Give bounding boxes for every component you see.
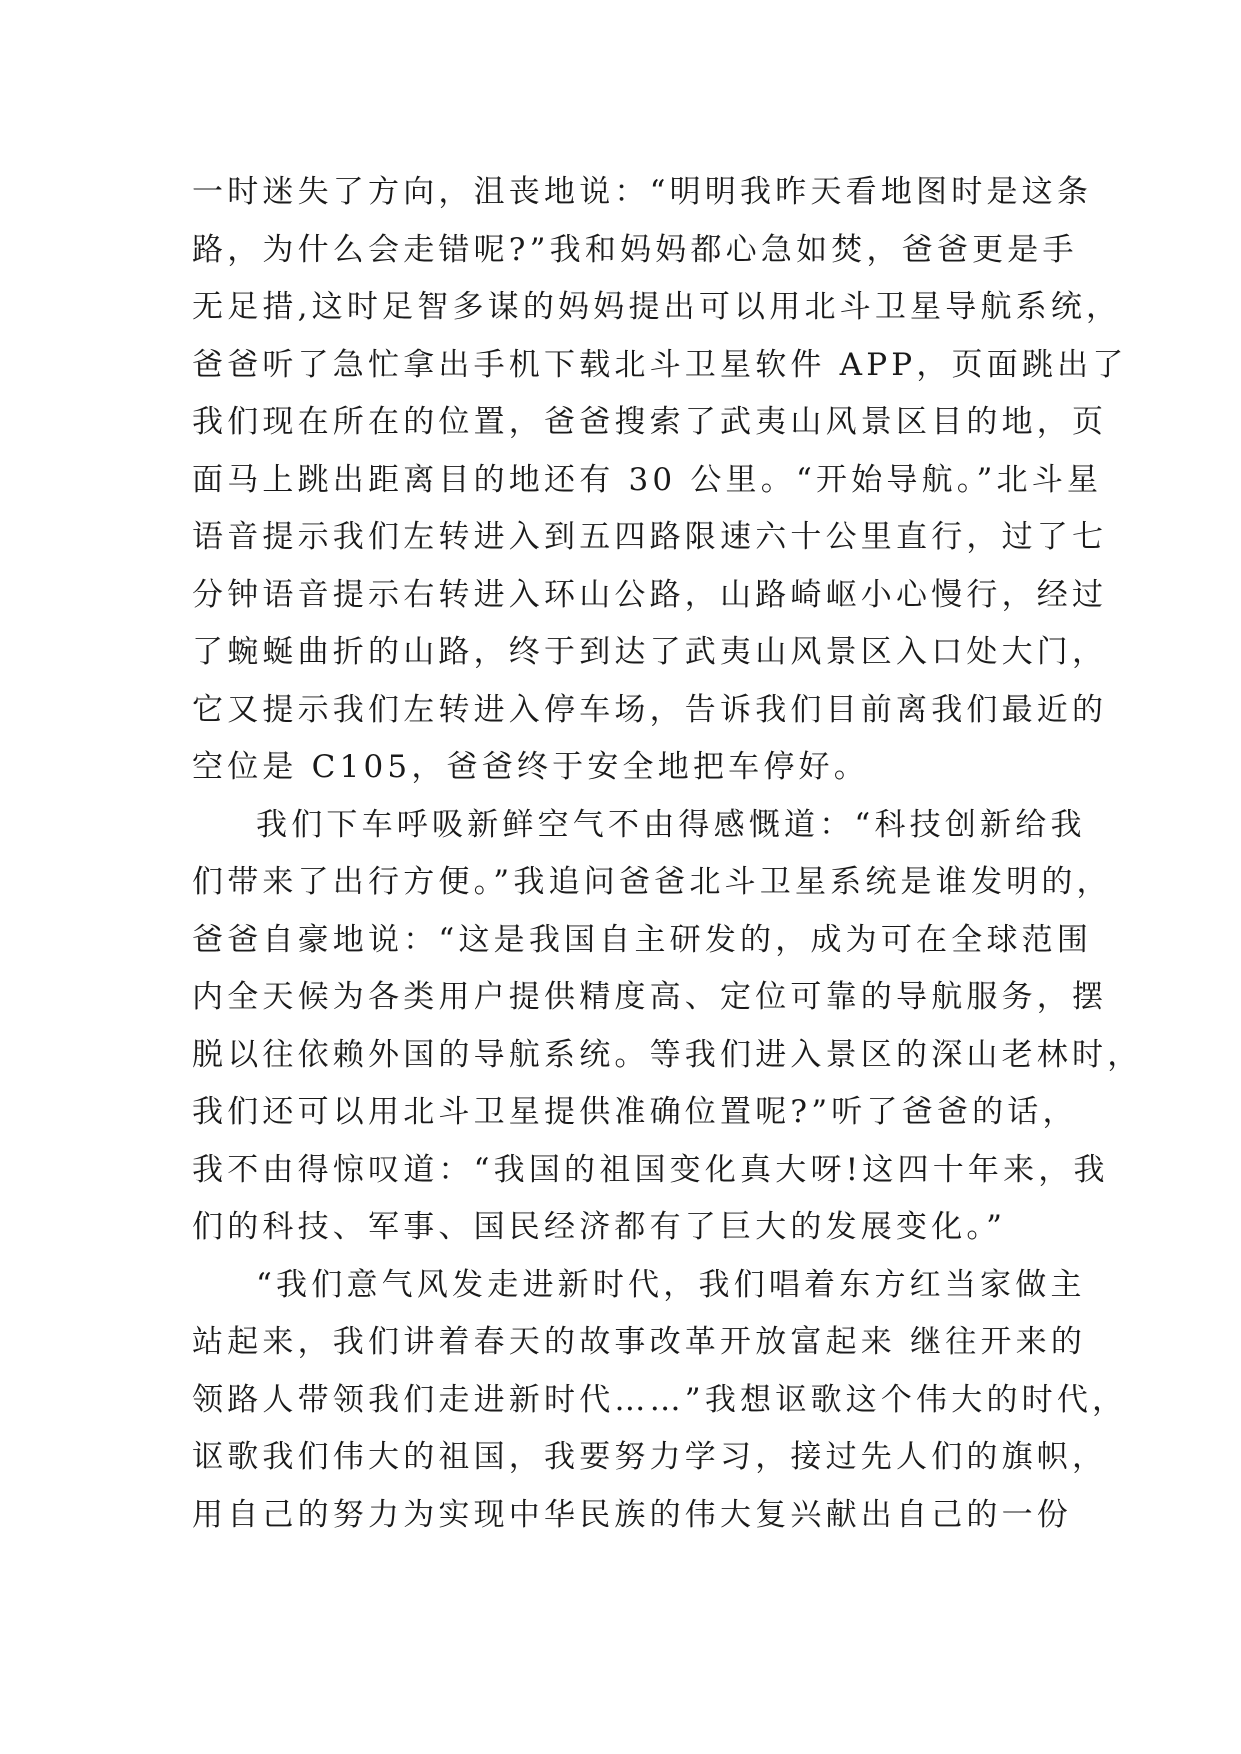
text-line: 语音提示我们左转进入到五四路限速六十公里直行，过了七 xyxy=(192,519,1108,555)
essay-body xyxy=(192,164,1143,1544)
text-line: 一时迷失了方向，沮丧地说：“明明我昨天看地图时是这条 xyxy=(192,174,1093,210)
text-line: 分钟语音提示右转进入环山公路，山路崎岖小心慢行，经过 xyxy=(192,576,1108,613)
text-line: 我们现在所在的位置，爸爸搜索了武夷山风景区目的地，页 xyxy=(192,404,1108,440)
text-line: 爸爸自豪地说：“这是我国自主研发的，成为可在全球范围 xyxy=(192,921,1093,958)
text-line: 它又提示我们左转进入停车场，告诉我们目前离我们最近的 xyxy=(192,691,1108,728)
text-line: 脱以往依赖外国的导航系统。等我们进入景区的深山老林时， xyxy=(192,1036,1143,1073)
text-line: 讴歌我们伟大的祖国，我要努力学习，接过先人们的旗帜， xyxy=(192,1439,1108,1475)
text-line: 面马上跳出距离目的地还有 30 公里。“开始导航。”北斗星 xyxy=(192,461,1103,498)
text-line: 我们还可以用北斗卫星提供准确位置呢?”听了爸爸的话， xyxy=(192,1094,1078,1130)
text-line: 爸爸听了急忙拿出手机下载北斗卫星软件 APP，页面跳出了 xyxy=(192,346,1128,383)
text-line: 空位是 C105，爸爸终于安全地把车停好。 xyxy=(192,749,869,785)
text-line: 用自己的努力为实现中华民族的伟大复兴献出自己的一份 xyxy=(192,1496,1072,1533)
paragraph-first-line: “我们意气风发走进新时代，我们唱着东方红当家做主 xyxy=(256,1266,1086,1303)
paragraph-first-line: 我们下车呼吸新鲜空气不由得感慨道：“科技创新给我 xyxy=(256,806,1086,843)
text-line: 了蜿蜒曲折的山路，终于到达了武夷山风景区入口处大门， xyxy=(192,634,1108,670)
text-line: 我不由得惊叹道：“我国的祖国变化真大呀!这四十年来，我 xyxy=(192,1151,1109,1188)
text-line: 内全天候为各类用户提供精度高、定位可靠的导航服务，摆 xyxy=(192,979,1108,1015)
text-line: 们的科技、军事、国民经济都有了巨大的发展变化。” xyxy=(192,1209,1007,1245)
text-line: 们带来了出行方便。”我追问爸爸北斗卫星系统是谁发明的， xyxy=(192,864,1112,900)
text-line: 站起来，我们讲着春天的故事改革开放富起来 继往开来的 xyxy=(192,1324,1087,1360)
text-line: 领路人带领我们走进新时代……”我想讴歌这个伟大的时代， xyxy=(192,1381,1128,1418)
text-line: 无足措,这时足智多谋的妈妈提出可以用北斗卫星导航系统， xyxy=(192,289,1122,325)
text-line: 路，为什么会走错呢?”我和妈妈都心急如焚，爸爸更是手 xyxy=(192,231,1078,268)
